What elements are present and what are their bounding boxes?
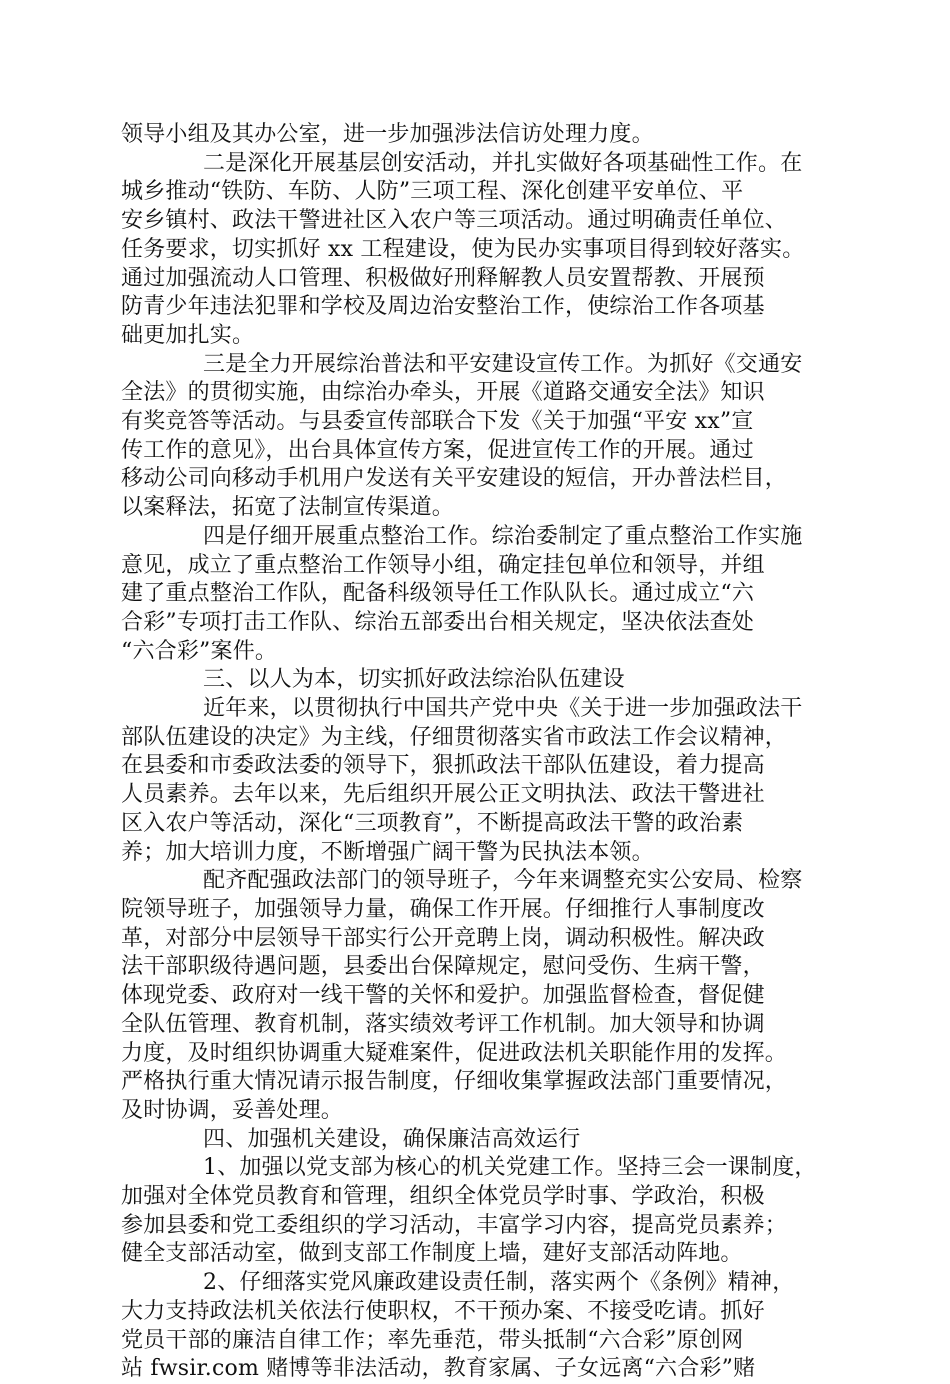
paragraph-line: 站 fwsir.com 赌博等非法活动，教育家属、子女远离“六合彩”赌 [121,1356,756,1382]
paragraph-line: 严格执行重大情况请示报告制度，仔细收集掌握政法部门重要情况， [121,1069,788,1095]
paragraph-line: 领导小组及其办公室，进一步加强涉法信访处理力度。 [121,122,654,147]
paragraph-line: 以案释法，拓宽了法制宣传渠道。 [121,495,455,521]
paragraph-first-line: 1、加强以党支部为核心的机关党建工作。坚持三会一课制度， [203,1155,817,1181]
paragraph-line: 防青少年违法犯罪和学校及周边治安整治工作，使综治工作各项基 [121,294,765,320]
paragraph-line: 院领导班子，加强领导力量，确保工作开展。仔细推行人事制度改 [121,896,765,922]
paragraph-first-line: 二是深化开展基层创安活动，并扎实做好各项基础性工作。在 [203,150,803,176]
document-page [121,121,833,1384]
paragraph-line: “六合彩”案件。 [121,638,278,664]
paragraph-line: 础更加扎实。 [121,322,255,348]
paragraph-line: 移动公司向移动手机用户发送有关平安建设的短信，开办普法栏目， [121,466,788,492]
paragraph-line: 养；加大培训力度，不断增强广阔干警为民执法本领。 [121,839,654,865]
paragraph-first-line: 2、仔细落实党风廉政建设责任制，落实两个《条例》精神， [203,1270,795,1296]
paragraph-line: 部队伍建设的决定》为主线，仔细贯彻落实省市政法工作会议精神， [121,724,788,750]
paragraph-line: 合彩”专项打击工作队、综治五部委出台相关规定，坚决依法查处 [121,609,755,635]
paragraph-line: 建了重点整治工作队，配备科级领导任工作队队长。通过成立“六 [121,581,755,607]
paragraph-line: 有奖竞答等活动。与县委宣传部联合下发《关于加强“平安 xx”宣 [121,409,754,435]
paragraph-line: 任务要求，切实抓好 xx 工程建设，使为民办实事项目得到较好落实。 [121,236,805,262]
paragraph-line: 在县委和市委政法委的领导下，狠抓政法干部队伍建设，着力提高 [121,753,765,779]
paragraph-line: 革，对部分中层领导干部实行公开竞聘上岗，调动积极性。解决政 [121,925,765,951]
paragraph-line: 全队伍管理、教育机制，落实绩效考评工作机制。加大领导和协调 [121,1011,765,1037]
paragraph-line: 区入农户等活动，深化“三项教育”，不断提高政法干警的政治素 [121,810,744,836]
paragraph-first-line: 三是全力开展综治普法和平安建设宣传工作。为抓好《交通安 [203,351,803,377]
paragraph-line: 加强对全体党员教育和管理，组织全体党员学时事、学政治，积极 [121,1184,765,1210]
paragraph-first-line: 近年来，以贯彻执行中国共产党中央《关于进一步加强政法干 [203,696,803,722]
paragraph-line: 全法》的贯彻实施，由综治办牵头，开展《道路交通安全法》知识 [121,380,765,406]
paragraph-line: 及时协调，妥善处理。 [121,1097,344,1123]
paragraph-line: 力度，及时组织协调重大疑难案件，促进政法机关职能作用的发挥。 [121,1040,788,1066]
paragraph-first-line: 四、加强机关建设，确保廉洁高效运行 [203,1126,581,1152]
paragraph-line: 健全支部活动室，做到支部工作制度上墙，建好支部活动阵地。 [121,1241,743,1267]
paragraph-line: 安乡镇村、政法干警进社区入农户等三项活动。通过明确责任单位、 [121,208,788,234]
paragraph-first-line: 三、以人为本，切实抓好政法综治队伍建设 [203,667,625,693]
paragraph-line: 意见，成立了重点整治工作领导小组，确定挂包单位和领导，并组 [121,552,765,578]
paragraph-first-line: 四是仔细开展重点整治工作。综治委制定了重点整治工作实施 [203,523,803,549]
paragraph-line: 人员素养。去年以来，先后组织开展公正文明执法、政法干警进社 [121,782,765,808]
paragraph-line: 体现党委、政府对一线干警的关怀和爱护。加强监督检查，督促健 [121,983,765,1009]
paragraph-line: 通过加强流动人口管理、积极做好刑释解教人员安置帮教、开展预 [121,265,765,291]
paragraph-line: 党员干部的廉洁自律工作；率先垂范，带头抵制“六合彩”原创网 [121,1327,744,1353]
paragraph-line: 传工作的意见》，出台具体宣传方案，促进宣传工作的开展。通过 [121,437,754,463]
paragraph-line: 法干部职级待遇问题，县委出台保障规定，慰问受伤、生病干警， [121,954,765,980]
paragraph-line: 城乡推动“铁防、车防、人防”三项工程、深化创建平安单位、平 [121,179,744,205]
paragraph-first-line: 配齐配强政法部门的领导班子，今年来调整充实公安局、检察 [203,868,803,894]
paragraph-line: 大力支持政法机关依法行使职权，不干预办案、不接受吃请。抓好 [121,1298,765,1324]
paragraph-line: 参加县委和党工委组织的学习活动，丰富学习内容，提高党员素养； [121,1212,788,1238]
